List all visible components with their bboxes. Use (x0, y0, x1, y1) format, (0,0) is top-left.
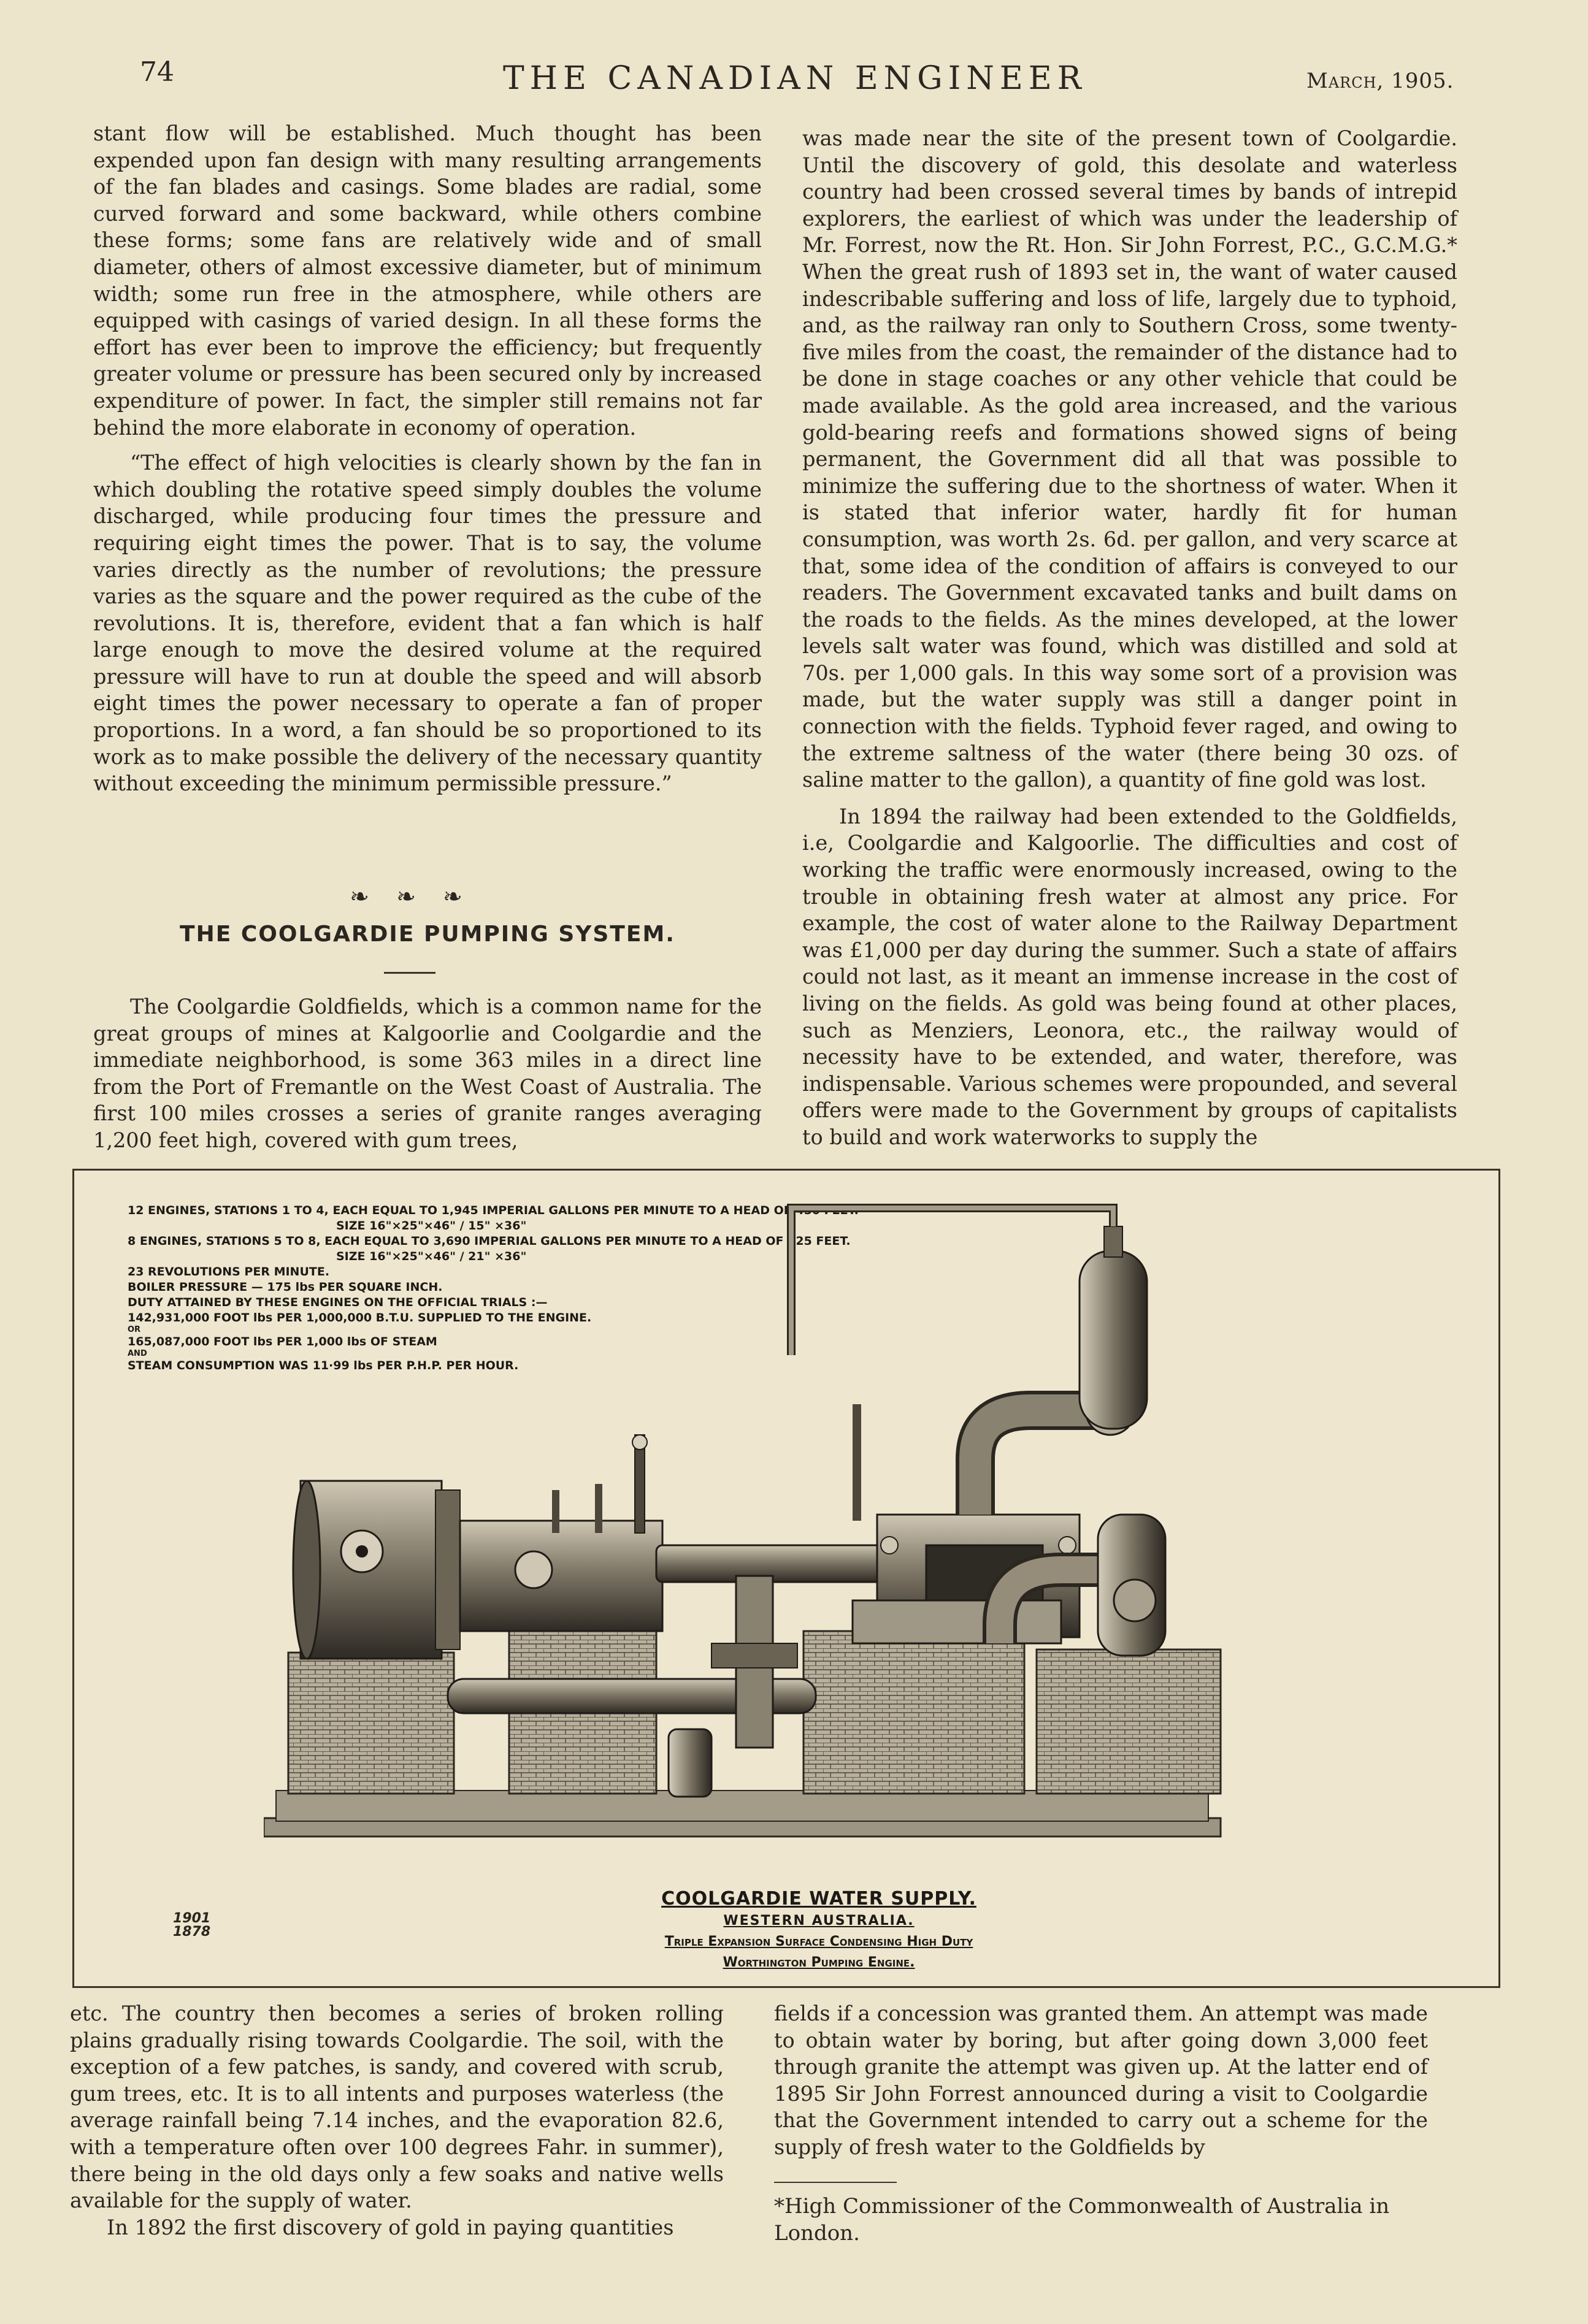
caption-engine-type: Triple Expansion Surface Condensing High Duty (664, 1934, 973, 1949)
spec-line: 12 ENGINES, STATIONS 1 TO 4, EACH EQUAL TO 1,945 IMPERIAL GALLONS PER MINUTE TO A HEAD OF 450 FEET. (128, 1204, 859, 1217)
figure-code (173, 1912, 210, 1939)
footnote-rule (774, 2182, 897, 2183)
footnote (774, 2193, 1428, 2247)
figure-code-top: 1901 (173, 1911, 211, 1926)
spec-line: DUTY ATTAINED BY THESE ENGINES ON THE OFFICIAL TRIALS :— (128, 1296, 548, 1309)
spec-line: AND (128, 1349, 147, 1358)
caption-engine-maker: Worthington Pumping Engine. (723, 1955, 915, 1970)
issue-date: March, 1905. (1306, 69, 1454, 93)
section-rule (384, 972, 435, 974)
column-right-bottom (774, 2000, 1428, 2161)
figure-caption (466, 1887, 1172, 1973)
paragraph: “The effect of high velocities is clearly shown by the fan in which doubling the rotative speed simply doubles the volume discharged, while producing four times the pressure and requiring eight times the power. That is to say, the volume varies directly as the number of revolutions; the pressure varies as the square and the power required as the cube of the revolutions. It is, therefore, evident that a fan which is half large enough to move the desired volume at the required pressure will have to run at double the speed and will absorb eight times the power necessary to operate a fan of proper proportions. In a word, a fan should be so proportioned to its work as to make possible the delivery of the necessary quantity without exceeding the minimum permissible pressure.” (93, 451, 762, 796)
section-title: THE COOLGARDIE PUMPING SYSTEM. (180, 922, 675, 947)
spec-line: BOILER PRESSURE — 175 lbs PER SQUARE INCH. (128, 1280, 443, 1294)
paragraph: fields if a concession was granted them. An attempt was made to obtain water by boring, but after going down 3,000 feet through granite the attempt was given up. At the latter end of 1895 Sir John Forrest announced during a visit to Coolgardie that the Government intended to carry out a scheme for the supply of fresh water to the Goldfields by (774, 2001, 1428, 2159)
journal-title: THE CANADIAN ENGINEER (503, 60, 1087, 97)
footnote-text: *High Commissioner of the Commonwealth of Australia in London. (774, 2194, 1390, 2246)
paragraph: In 1894 the railway had been extended to the Goldfields, i.e, Coolgardie and Kalgoorlie. The difficulties and cost of working the traffic were enormously increased, owing to the trouble in obtaining fresh water at almost any price. For example, the cost of water alone to the Railway Department was £1,000 per day during the summer. Such a state of affairs could not last, as it meant an immense increase in the cost of living on the fields. As gold was being found at other places, such as Menziers, Leonora, etc., the railway would of necessity have to be extended, and water, therefore, was indispensable. Various schemes were propounded, and several offers were made to the Government by groups of capitalists to build and work waterworks to supply the (802, 804, 1457, 1149)
column-left-bottom-continued (70, 2000, 724, 2241)
column-right-top (802, 125, 1457, 1151)
spec-line: SIZE 16"×25"×46" / 15" ×36" (336, 1219, 527, 1233)
paragraph: The Coolgardie Goldfields, which is a common name for the great groups of mines at Kalgoorlie and Coolgardie and the immediate neighborhood, is some 363 miles in a direct line from the Port of Fremantle on the West Coast of Australia. The first 100 miles crosses a series of granite ranges averaging 1,200 feet high, covered with gum trees, (93, 995, 762, 1152)
spec-line: 23 REVOLUTIONS PER MINUTE. (128, 1265, 330, 1279)
spec-line: OR (128, 1325, 141, 1334)
caption-subtitle: WESTERN AUSTRALIA. (723, 1913, 915, 1928)
figure-code-bottom: 1878 (173, 1924, 211, 1940)
paragraph: etc. The country then becomes a series of broken rolling plains gradually rising towards Coolgardie. The soil, with the exception of a few patches, is sandy, and covered with scrub, gum trees, etc. It is to all intents and purposes waterless (the average rainfall being 7.14 inches, and the evaporation 82.6, with a temperature often over 100 degrees Fahr. in summer), there being in the old days only a few soaks and native wells available for the supply of water. (70, 2001, 724, 2213)
spec-line: SIZE 16"×25"×46" / 21" ×36" (336, 1250, 527, 1263)
spec-line: 8 ENGINES, STATIONS 5 TO 8, EACH EQUAL TO 3,690 IMPERIAL GALLONS PER MINUTE TO A HEAD OF 225 FEET. (128, 1234, 851, 1248)
caption-title: COOLGARDIE WATER SUPPLY. (661, 1888, 976, 1909)
paragraph: In 1892 the first discovery of gold in paying quantities (107, 2215, 674, 2239)
paragraph: stant flow will be established. Much thought has been expended upon fan design with many resulting arrangements of the fan blades and casings. Some blades are radial, some curved forward and some backward, while others combine these forms; some fans are relatively wide and of small diameter, others of almost excessive diameter, but of minimum width; some run free in the atmosphere, while others are equipped with casings of varied design. In all these forms the effort has ever been to improve the efficiency; but frequently greater volume or pressure has been secured only by increased expenditure of power. In fact, the simpler still remains not far behind the more elaborate in economy of operation. (93, 121, 762, 440)
paragraph: was made near the site of the present town of Coolgardie. Until the discovery of gold, this desolate and waterless country had been crossed several times by bands of intrepid explorers, the earliest of which was under the leadership of Mr. Forrest, now the Rt. Hon. Sir John Forrest, P.C., G.C.M.G.* When the great rush of 1893 set in, the want of water caused indescribable suffering and loss of life, largely due to typhoid, and, as the railway ran only to Southern Cross, some twenty-five miles from the coast, the remainder of the distance had to be done in stage coaches or any other vehicle that could be made available. As the gold area increased, and the various gold-bearing reefs and formations showed signs of being permanent, the Government did all that was possible to minimize the suffering due to the shortness of water. When it is stated that inferior water, hardly fit for human consumption, was worth 2s. 6d. per gallon, and very scarce at that, some idea of the condition of affairs is conveyed to our readers. The Government excavated tanks and built dams on the roads to the fields. As the mines developed, at the lower levels salt water was found, which was distilled and sold at 70s. per 1,000 gals. In this way some sort of a provision was made, but the water supply was still a danger point in connection with the fields. Typhoid fever raged, and owing to the extreme saltness of the water (there being 30 ozs. of saline matter to the gallon), a quantity of fine gold was lost. (802, 126, 1457, 792)
spec-line: 142,931,000 FOOT lbs PER 1,000,000 B.T.U. SUPPLIED TO THE ENGINE. (128, 1311, 592, 1324)
page-number: 74 (140, 56, 174, 88)
pumping-engine-illustration (264, 1202, 1448, 1858)
spec-line: 165,087,000 FOOT lbs PER 1,000 lbs OF STEAM (128, 1335, 437, 1348)
section-ornament: ❧ ❧ ❧ (350, 883, 472, 910)
column-left-bottom (93, 993, 762, 1154)
spec-line: STEAM CONSUMPTION WAS 11·99 lbs PER P.H.P. PER HOUR. (128, 1359, 519, 1372)
column-left-top (93, 120, 762, 797)
